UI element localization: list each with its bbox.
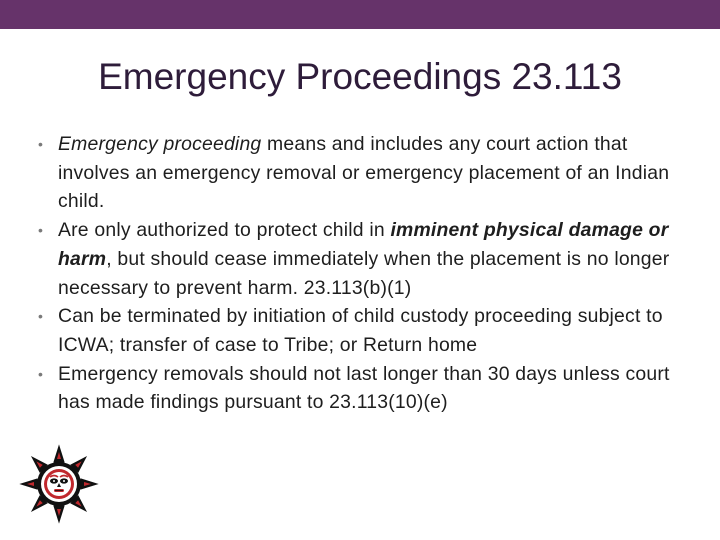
- slide-title: Emergency Proceedings 23.113: [98, 56, 622, 97]
- top-accent-bar: [0, 0, 720, 29]
- bullet-2-post: , but should cease immediately when the placement is no longer necessary to prevent harm. 23.113(b)(1): [58, 247, 670, 299]
- native-sun-logo-icon: [18, 443, 100, 525]
- bullet-item-2: [38, 216, 678, 302]
- bullet-dot-icon: •: [38, 308, 44, 325]
- bullet-item-1: [38, 130, 678, 216]
- bullet-2-pre: Are only authorized to protect child in: [58, 219, 391, 242]
- bullet-item-4: [38, 360, 678, 417]
- bullet-dot-icon: •: [38, 136, 44, 152]
- bullet-1-text: means and includes any court action that involves an emergency removal or emergency placement of an Indian child.: [58, 133, 670, 213]
- bullet-dot-icon: •: [38, 222, 44, 239]
- bullet-dot-icon: •: [38, 365, 44, 382]
- bullet-item-3: [38, 302, 678, 359]
- logo-graphic: [18, 443, 100, 525]
- bullet-3-text: Can be terminated by initiation of child custody proceeding subject to ICWA; transfer of case to Tribe; or Return home: [58, 305, 663, 356]
- bullet-2-emphasis: imminent physical damage or harm: [58, 219, 669, 270]
- bullet-1-term: Emergency proceeding: [58, 133, 262, 155]
- bullet-list: [38, 130, 678, 417]
- bullet-4-text: Emergency removals should not last longer than 30 days unless court has made findings pursuant to 23.113(10)(e): [58, 362, 670, 414]
